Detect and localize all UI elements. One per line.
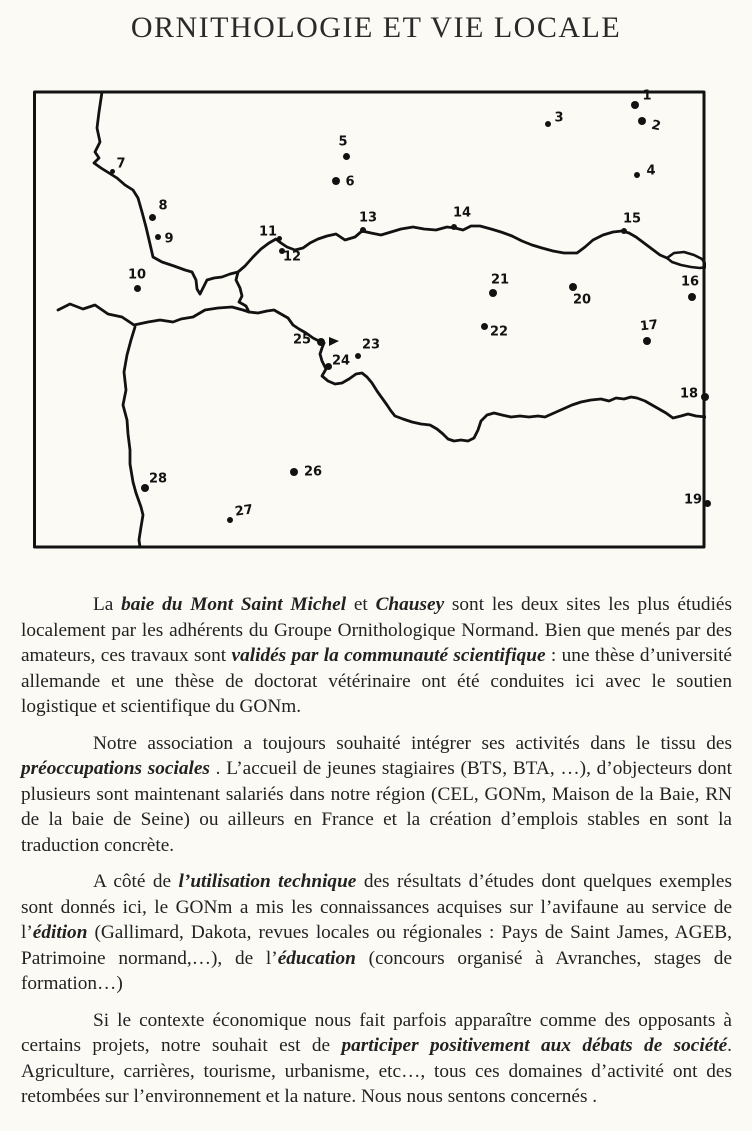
map-point-number: 6 xyxy=(345,174,355,190)
map-point-number: 27 xyxy=(233,502,255,520)
emphasized-text: participer positivement aux débats de société xyxy=(341,1035,728,1056)
map-point-number: 9 xyxy=(164,231,174,247)
map-point-dot xyxy=(290,468,298,476)
map-point-dot xyxy=(155,234,161,240)
map-point-number: 28 xyxy=(148,471,168,487)
map-point-number: 2 xyxy=(650,117,662,135)
map-point-dot xyxy=(277,236,282,241)
emphasized-text: validés par la communauté scientifique xyxy=(231,645,546,666)
body-text-segment: . L’accueil de jeunes stagiaires (BTS, BTA, …), d’objecteurs dont plusieurs sont maintenant salariés dans notre région (CEL, GONm, Maison de la Baie, RN de la baie de Seine) ou ailleurs en France et la création d’emplois stables en sont la traduction concrète. xyxy=(21,758,732,856)
coastline-west xyxy=(58,304,324,343)
map-point-number: 14 xyxy=(452,205,472,221)
coastline-north xyxy=(94,88,667,294)
body-text-segment: des résultats d’études dont quelques exemples sont donnés ici, le GONm a mis les connaissances acquises sur l’avifaune au service de l’ xyxy=(21,871,732,943)
map-point-dot xyxy=(569,283,577,291)
southern-boundary-line xyxy=(320,343,706,441)
map-point-dot xyxy=(110,169,115,174)
map-point-dot xyxy=(621,228,627,234)
emphasized-text: baie du Mont Saint Michel xyxy=(121,594,347,615)
map-point-number: 5 xyxy=(338,134,348,150)
map-point-dot xyxy=(355,353,361,359)
paragraph xyxy=(21,731,732,859)
map-point-dot xyxy=(325,363,332,370)
map-point-number: 10 xyxy=(127,267,147,283)
map-point-number: 7 xyxy=(116,156,126,172)
map-point-dot xyxy=(631,101,639,109)
map-point-number: 23 xyxy=(361,337,381,353)
body-text-segment: Notre association a toujours souhaité intégrer ses activités dans le tissu des xyxy=(93,732,732,754)
map-point-number: 24 xyxy=(331,353,351,369)
map-point-number: 20 xyxy=(572,292,592,308)
bay-estuary xyxy=(236,272,249,312)
body-text-segment: Si le contexte économique nous fait parfois apparaître comme des opposants à certains projets, notre souhait est de xyxy=(21,1009,732,1056)
map-point-number: 25 xyxy=(292,332,312,348)
paragraph xyxy=(21,592,732,720)
paragraph xyxy=(21,869,732,997)
map-point-number: 22 xyxy=(489,324,509,340)
map-point-number: 18 xyxy=(679,386,699,402)
map-point-number: 13 xyxy=(358,210,378,226)
map-point-number: 8 xyxy=(158,198,168,214)
map-point-number: 19 xyxy=(683,492,703,508)
map-point-dot xyxy=(141,484,149,492)
body-text-segment: (Gallimard, Dakota, revues locales ou régionales : Pays de Saint James, AGEB, Patrimoine normand,…), de l’ xyxy=(21,922,732,969)
coast-hook-arrow xyxy=(329,337,339,346)
map-point-number: 1 xyxy=(642,88,652,104)
map-point-dot xyxy=(317,338,325,346)
emphasized-text: éducation xyxy=(277,947,356,969)
map-point-dot xyxy=(149,214,156,221)
map-point-dot xyxy=(643,337,651,345)
emphasized-text: édition xyxy=(32,922,88,943)
map-point-dot xyxy=(134,285,141,292)
map-point-dot xyxy=(332,177,340,185)
map-point-number: 12 xyxy=(282,249,302,265)
page-title: ORNITHOLOGIE ET VIE LOCALE xyxy=(130,11,622,44)
emphasized-text: l’utilisation technique xyxy=(178,871,357,892)
map-point-number: 21 xyxy=(490,272,510,288)
map-point-dot xyxy=(701,393,709,401)
emphasized-text: préoccupations sociales xyxy=(21,758,210,779)
map-point-dot xyxy=(638,117,646,125)
body-text-segment: et xyxy=(346,594,376,615)
map-point-number: 3 xyxy=(554,110,564,126)
map-point-dot xyxy=(688,293,696,301)
body-text-segment: (concours organisé à Avranches, stages de formation…) xyxy=(21,947,732,994)
river-south xyxy=(123,327,143,547)
body-text-segment: . Agriculture, carrières, tourisme, urbanisme, etc…, tous ces domaines d’activité ont des retombées sur l’environnement et la nature. Nous nous sentons concernés . xyxy=(21,1035,732,1107)
map-point-dot xyxy=(704,500,711,507)
map-point-number: 26 xyxy=(303,464,323,480)
map-point-number: 17 xyxy=(639,317,659,335)
map-point-dot xyxy=(481,323,488,330)
emphasized-text: Chausey xyxy=(375,594,445,615)
body-text-segment: : une thèse d’université allemande et une thèse de doctorat vétérinaire ont été conduites ici avec le soutien logistique et scientifique du GONm. xyxy=(21,645,732,717)
body-text-segment: La xyxy=(93,594,122,615)
map-border xyxy=(35,88,705,547)
paragraph xyxy=(21,1008,732,1110)
map-point-number: 4 xyxy=(646,163,656,179)
map-point-number: 11 xyxy=(258,224,278,240)
map-point-dot xyxy=(545,121,551,127)
map-point-number: 15 xyxy=(622,211,642,227)
map-point-number: 16 xyxy=(680,274,700,290)
map-drawing xyxy=(33,90,706,549)
body-text-segment: sont les deux sites les plus étudiés localement par les adhérents du Groupe Ornithologique Normand. Bien que menés par des amateurs, ces travaux sont xyxy=(21,594,732,666)
map-point-dot xyxy=(489,289,497,297)
map-point-dot xyxy=(343,153,350,160)
map-point-dot xyxy=(451,224,457,230)
map-point-dot xyxy=(634,172,640,178)
body-text xyxy=(21,592,732,1121)
site-map xyxy=(33,90,706,549)
map-point-dot xyxy=(360,227,366,233)
map-point-dot xyxy=(227,517,233,523)
body-text-segment: A côté de xyxy=(93,871,179,892)
